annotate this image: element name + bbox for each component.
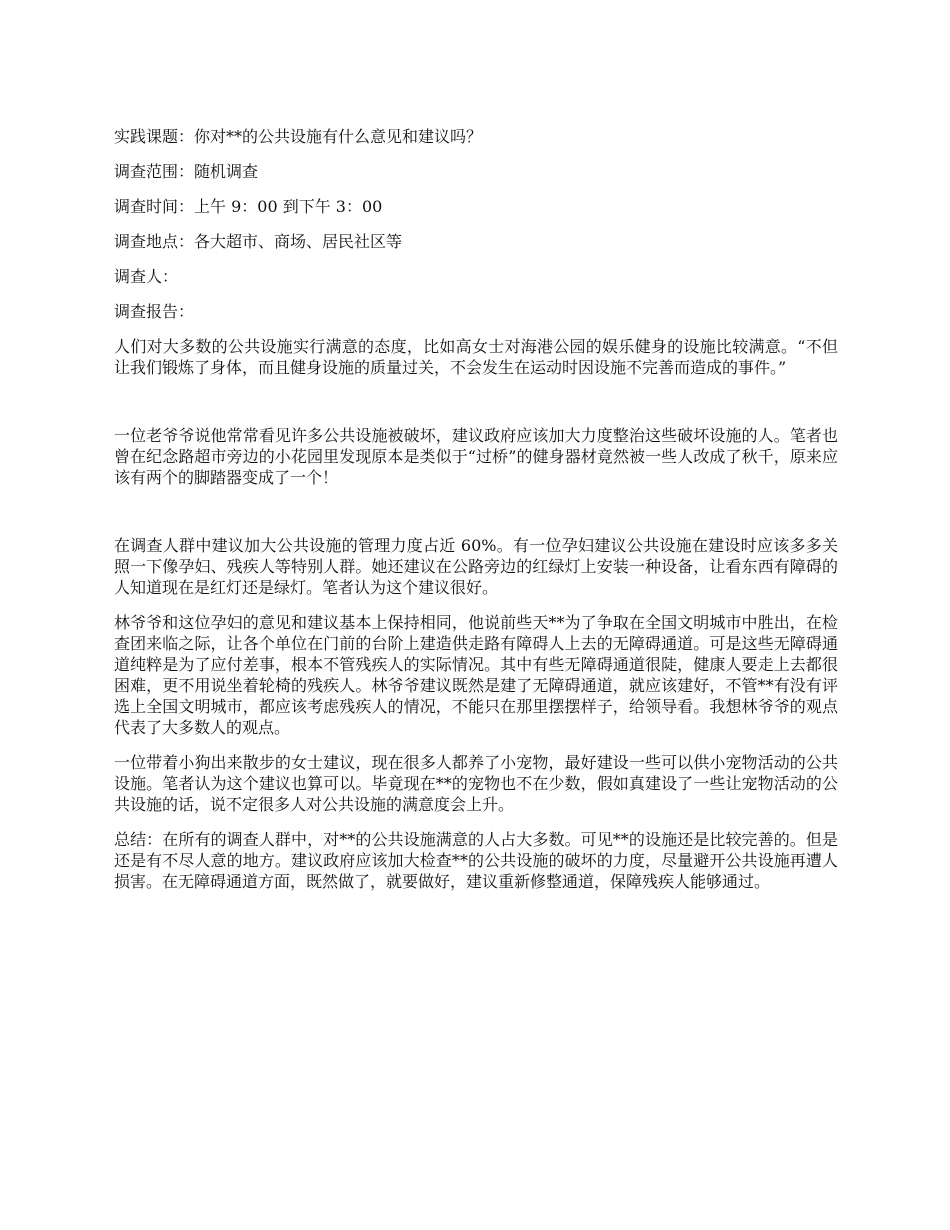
survey-topic: 实践课题：你对**的公共设施有什么意见和建议吗？ bbox=[114, 127, 483, 146]
paragraph-accessibility: 林爷爷和这位孕妇的意见和建议基本上保持相同，他说前些天**为了争取在全国文明城市中胜出，在检查团来临之际，让各个单位在门前的台阶上建造供走路有障碍人上去的无障碍通道。可是这些无障碍通道纯粹是为了应付差事，根本不管残疾人的实际情况。其中有些无障碍通道很陡，健康人要走上去都很困难，更不用说坐着轮椅的残疾人。林爷爷建议既然是建了无障碍通道，就应该建好，不管**有没有评选上全国文明城市，都应该考虑残疾人的情况，不能只在那里摆摆样子，给领导看。我想林爷爷的观点代表了大多数人的观点。 bbox=[114, 613, 838, 737]
blank-gap bbox=[114, 392, 838, 425]
blank-gap bbox=[114, 502, 838, 535]
survey-place: 调查地点：各大超市、商场、居民社区等 bbox=[114, 232, 403, 251]
survey-time: 调查时间：上午 9：00 到下午 3：00 bbox=[114, 197, 383, 216]
paragraph-pets: 一位带着小狗出来散步的女士建议，现在很多人都养了小宠物，最好建设一些可以供小宠物活动的公共设施。笔者认为这个建议也算可以。毕竟现在**的宠物也不在少数，假如真建设了一些让宠物活动的公共设施的话，说不定很多人对公共设施的满意度会上升。 bbox=[114, 753, 838, 814]
paragraph-vandalism: 一位老爷爷说他常常看见许多公共设施被破坏，建议政府应该加大力度整治这些破坏设施的人。笔者也曾在纪念路超市旁边的小花园里发现原本是类似于“过桥”的健身器材竟然被一些人改成了秋千，原来应该有两个的脚踏器变成了一个！ bbox=[114, 426, 838, 487]
document-page bbox=[114, 126, 838, 906]
paragraph-satisfaction: 人们对大多数的公共设施实行满意的态度，比如高女士对海港公园的娱乐健身的设施比较满意。“不但让我们锻炼了身体，而且健身设施的质量过关，不会发生在运动时因设施不完善而造成的事件。” bbox=[114, 337, 838, 377]
paragraph-management: 在调查人群中建议加大公共设施的管理力度占近 60%。有一位孕妇建议公共设施在建设时应该多多关照一下像孕妇、残疾人等特别人群。她还建议在公路旁边的红绿灯上安装一种设备，让看东西有障碍的人知道现在是红灯还是绿灯。笔者认为这个建议很好。 bbox=[114, 536, 838, 597]
report-label: 调查报告： bbox=[114, 302, 195, 321]
survey-scope: 调查范围：随机调查 bbox=[114, 162, 259, 181]
survey-investigator: 调查人： bbox=[114, 267, 179, 286]
paragraph-summary: 总结：在所有的调查人群中，对**的公共设施满意的人占大多数。可见**的设施还是比较完善的。但是还是有不尽人意的地方。建议政府应该加大检查**的公共设施的破坏的力度，尽量避开公共设施再遭人损害。在无障碍通道方面，既然做了，就要做好，建议重新修整通道，保障残疾人能够通过。 bbox=[114, 830, 838, 891]
